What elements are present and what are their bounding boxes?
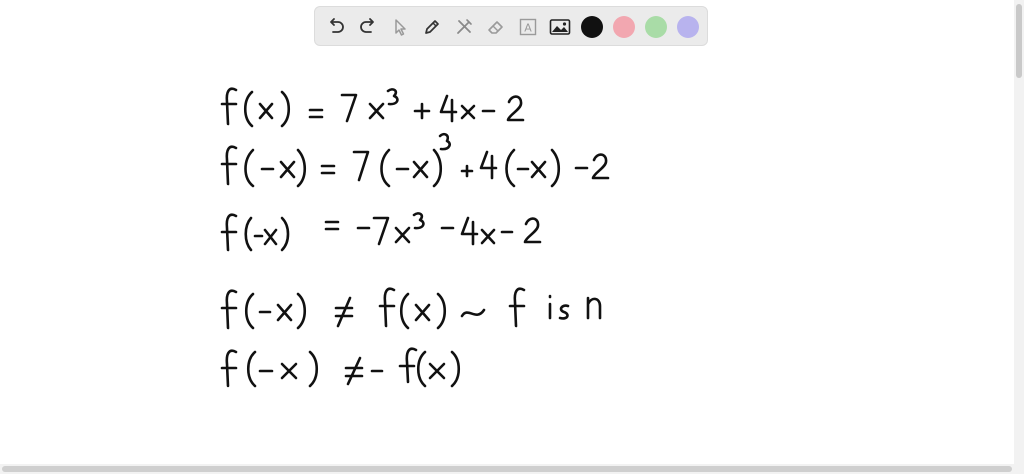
vertical-scrollbar-thumb[interactable] xyxy=(1016,4,1022,78)
horizontal-scrollbar-thumb[interactable] xyxy=(2,466,1012,472)
equation-line-2 xyxy=(222,134,608,186)
horizontal-scrollbar[interactable] xyxy=(0,464,1024,474)
equation-line-1 xyxy=(222,89,523,126)
vertical-scrollbar[interactable] xyxy=(1014,0,1024,464)
statement-line-4 xyxy=(222,289,600,328)
equation-line-3 xyxy=(222,213,540,250)
statement-line-5 xyxy=(222,349,459,386)
text-tool-glyph: A xyxy=(524,21,532,35)
